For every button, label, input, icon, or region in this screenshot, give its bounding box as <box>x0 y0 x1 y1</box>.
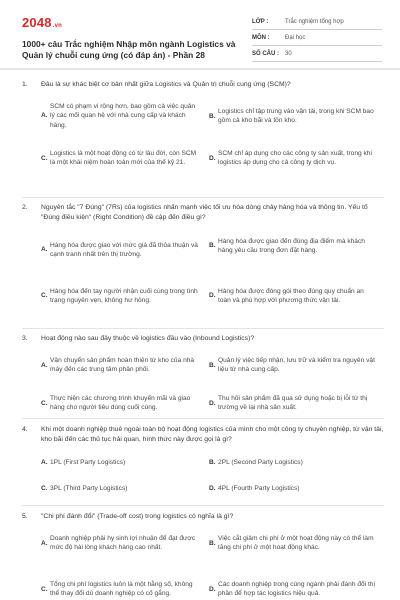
option-letter: C. <box>41 585 48 593</box>
logo-suffix: .vn <box>52 23 63 29</box>
meta-value: Đại học <box>285 34 306 41</box>
question-options <box>41 227 384 327</box>
question-text: Hoạt động nào sau đây thuộc về logistics đầu vào (Inbound Logistics)? <box>41 335 255 342</box>
option-a[interactable] <box>41 458 199 468</box>
option-text: Thu hồi sản phẩm đã qua sử dụng hoặc bị lỗi từ thị trường về lại nhà sản xuất. <box>218 394 368 412</box>
question-text: Nguyên tắc "7 Đúng" (7Rs) của logistics nhấn mạnh việc tối ưu hóa dòng chảy hàng hóa và thông tin. Yếu tố "Đúng điều kiện" (Right Condition) đề cập đến điều gì? <box>41 204 368 221</box>
option-a[interactable] <box>41 102 199 131</box>
option-letter: C. <box>41 292 48 300</box>
question-options <box>41 526 384 600</box>
option-text: Thực hiện các chương trình khuyến mãi và giao hàng cho người tiêu dùng cuối cùng. <box>50 394 191 412</box>
document-title: 1000+ câu Trắc nghiệm Nhập môn ngành Logistics và Quản lý chuỗi cung ứng (có đáp án) - Phần 28 <box>22 39 236 60</box>
option-text: Việc cắt giảm chi phí ở một hoạt động này có thể làm tăng chi phí ở một hoạt động khác. <box>218 534 374 552</box>
option-d[interactable] <box>209 484 377 494</box>
question-number: 1. <box>22 81 28 88</box>
question-number: 2. <box>22 204 28 211</box>
question-5 <box>22 512 384 600</box>
option-text: SCM có phạm vi rộng hơn, bao gồm cả việc quản lý các mối quan hệ với nhà cung cấp và khách hàng. <box>50 102 196 129</box>
option-letter: A. <box>41 112 48 120</box>
option-text: 1PL (First Party Logistics) <box>50 458 126 466</box>
option-d[interactable] <box>209 149 377 168</box>
option-a[interactable] <box>41 241 199 260</box>
question-options <box>41 94 384 180</box>
option-c[interactable] <box>41 394 199 413</box>
option-d[interactable] <box>209 287 377 306</box>
question-divider <box>22 418 384 419</box>
option-text: Các doanh nghiệp trong cùng ngành phải đánh đổi thị phần để hợp tác logistics hiệu quả. <box>218 580 375 598</box>
meta-key: SỐ CÂU : <box>252 50 279 57</box>
question-number: 3. <box>22 335 28 342</box>
option-text: 3PL (Third Party Logistics) <box>50 484 128 492</box>
question-2 <box>22 203 384 327</box>
document-meta <box>252 14 382 62</box>
meta-key: MÔN : <box>252 34 270 41</box>
option-letter: B. <box>209 458 216 466</box>
header-divider <box>0 68 400 70</box>
option-letter: B. <box>209 112 216 120</box>
document-header <box>0 0 400 64</box>
option-text: Hàng hóa được giao đến đúng địa điểm mà khách hàng yêu cầu trong đơn đặt hàng. <box>218 237 365 255</box>
meta-row-subject <box>252 30 382 46</box>
question-4 <box>22 425 384 501</box>
option-c[interactable] <box>41 287 199 306</box>
option-text: Hàng hóa được đóng gói theo đúng quy chuẩn an toàn và phù hợp với phương thức vận tải. <box>218 287 364 305</box>
option-text: Hàng hóa đến tay người nhận cuối cùng trong tình trạng nguyên vẹn, không hư hỏng. <box>50 287 198 305</box>
question-options <box>41 348 384 423</box>
option-letter: D. <box>209 399 216 407</box>
option-text: SCM chỉ áp dụng cho các công ty sản xuất, trong khi logistics áp dụng cho cả công ty dịch vụ. <box>218 149 372 167</box>
question-3 <box>22 334 384 423</box>
option-text: Hàng hóa được giao với mức giá đã thỏa thuận và cạnh tranh nhất trên thị trường. <box>50 241 198 259</box>
option-letter: D. <box>209 292 216 300</box>
option-text: 4PL (Fourth Party Logistics) <box>218 484 300 492</box>
option-c[interactable] <box>41 149 199 168</box>
option-letter: D. <box>209 484 216 492</box>
option-c[interactable] <box>41 580 199 599</box>
option-letter: A. <box>41 246 48 254</box>
option-a[interactable] <box>41 534 199 553</box>
logo-text: 2048 <box>22 15 52 30</box>
question-text: "Chi phí đánh đổi" (Trade-off cost) trong logistics có nghĩa là gì? <box>41 513 234 520</box>
option-text: Logistics chỉ tập trung vào vận tải, trong khi SCM bao gồm cả kho bãi và tồn kho. <box>218 107 374 125</box>
question-divider <box>22 505 384 506</box>
option-letter: A. <box>41 458 48 466</box>
question-divider <box>22 197 384 198</box>
option-b[interactable] <box>209 107 377 126</box>
meta-key: LỚP : <box>252 18 269 25</box>
question-options <box>41 449 384 501</box>
question-number: 5. <box>22 513 28 520</box>
option-c[interactable] <box>41 484 199 494</box>
meta-row-class <box>252 14 382 30</box>
option-text: Vận chuyển sản phẩm hoàn thiện từ kho của nhà máy đến các trung tâm phân phối. <box>50 356 195 374</box>
meta-row-count <box>252 46 382 62</box>
option-text: Doanh nghiệp phải hy sinh lợi nhuận để đạt được mức độ hài lòng khách hàng cao nhất. <box>50 534 196 552</box>
option-letter: B. <box>209 361 216 369</box>
option-letter: A. <box>41 361 48 369</box>
question-divider <box>22 328 384 329</box>
option-b[interactable] <box>209 356 377 375</box>
option-d[interactable] <box>209 394 377 413</box>
option-text: Tổng chi phí logistics luôn là một hằng số, không thể thay đổi dù doanh nghiệp có cố gắng. <box>50 580 193 598</box>
option-text: 2PL (Second Party Logistics) <box>218 458 303 466</box>
option-a[interactable] <box>41 356 199 375</box>
option-b[interactable] <box>209 237 377 256</box>
question-text: Khi một doanh nghiệp thuê ngoài toàn bộ hoạt động logistics của mình cho một công ty chuyên nghiệp, từ vận tải, kho bãi đến các thủ tục hải quan, hình thức này được gọi là gì? <box>41 426 384 443</box>
option-letter: B. <box>209 242 216 250</box>
option-letter: A. <box>41 539 48 547</box>
option-letter: C. <box>41 154 48 162</box>
option-text: Logistics là một hoạt động có từ lâu đời, còn SCM là một khái niệm hoàn toàn mới của thế kỷ 21. <box>50 149 197 167</box>
meta-value: Trắc nghiệm tổng hợp <box>285 18 344 25</box>
option-letter: D. <box>209 585 216 593</box>
option-text: Quản lý việc tiếp nhận, lưu trữ và kiểm tra nguyên vật liệu từ nhà cung cấp. <box>218 356 375 374</box>
option-letter: C. <box>41 484 48 492</box>
question-1 <box>22 80 384 180</box>
question-text: Đâu là sự khác biệt cơ bản nhất giữa Logistics và Quản trị chuỗi cung ứng (SCM)? <box>41 81 291 88</box>
option-b[interactable] <box>209 534 377 553</box>
question-number: 4. <box>22 426 28 433</box>
option-d[interactable] <box>209 580 377 599</box>
option-b[interactable] <box>209 458 377 468</box>
meta-value: 30 <box>285 50 292 57</box>
option-letter: C. <box>41 399 48 407</box>
option-letter: D. <box>209 154 216 162</box>
option-letter: B. <box>209 539 216 547</box>
